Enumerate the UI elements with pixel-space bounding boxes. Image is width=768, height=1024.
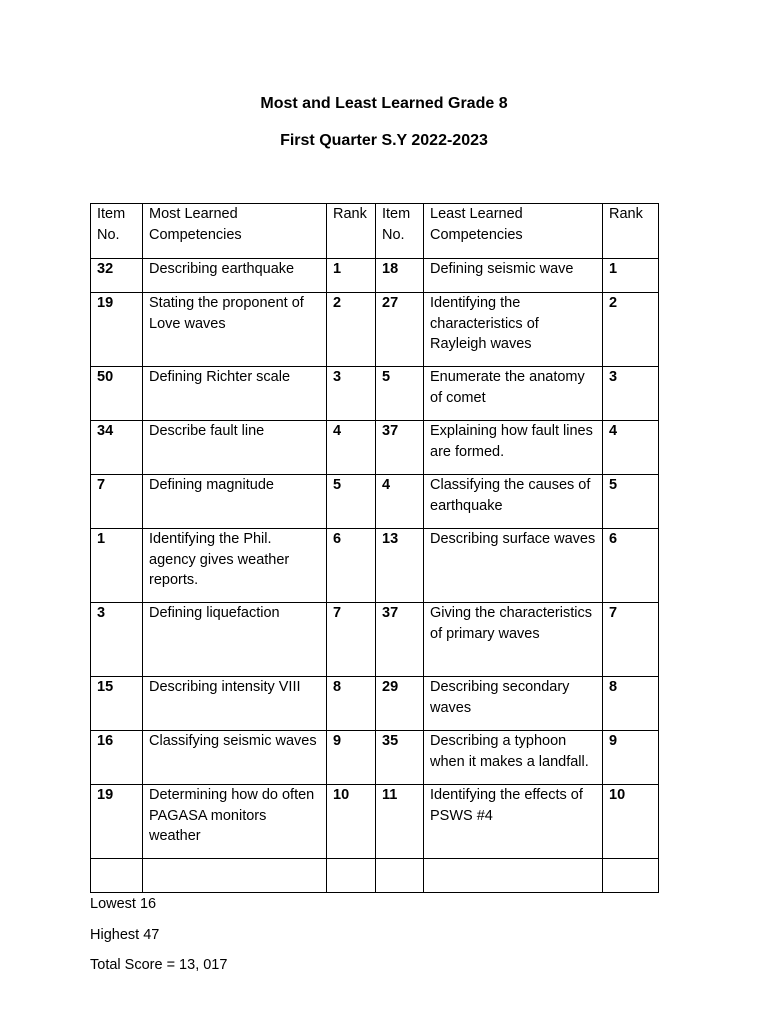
most-rank: 5 bbox=[327, 475, 376, 529]
header-least-learned: Least Learned Competencies bbox=[424, 204, 603, 259]
most-item-no: 19 bbox=[91, 785, 143, 859]
table-row bbox=[91, 677, 659, 731]
document-subtitle: First Quarter S.Y 2022-2023 bbox=[280, 132, 488, 149]
empty-cell bbox=[91, 859, 143, 893]
least-competency: Classifying the causes of earthquake bbox=[424, 475, 603, 529]
table-row bbox=[91, 603, 659, 677]
least-item-no: 5 bbox=[376, 367, 424, 421]
least-competency: Giving the characteristics of primary waves bbox=[424, 603, 603, 677]
least-competency: Describing a typhoon when it makes a landfall. bbox=[424, 731, 603, 785]
most-item-no: 34 bbox=[91, 421, 143, 475]
least-rank: 4 bbox=[603, 421, 659, 475]
least-rank: 1 bbox=[603, 259, 659, 293]
most-item-no: 19 bbox=[91, 293, 143, 367]
most-rank: 4 bbox=[327, 421, 376, 475]
least-rank: 2 bbox=[603, 293, 659, 367]
table-row bbox=[91, 293, 659, 367]
lowest-score: Lowest 16 bbox=[90, 896, 157, 912]
table-row bbox=[91, 475, 659, 529]
least-rank: 8 bbox=[603, 677, 659, 731]
most-item-no: 15 bbox=[91, 677, 143, 731]
empty-row bbox=[91, 859, 659, 893]
most-rank: 8 bbox=[327, 677, 376, 731]
table-header-row bbox=[91, 204, 659, 259]
least-item-no: 29 bbox=[376, 677, 424, 731]
most-item-no: 3 bbox=[91, 603, 143, 677]
most-competency: Defining magnitude bbox=[143, 475, 327, 529]
empty-cell bbox=[376, 859, 424, 893]
most-rank: 7 bbox=[327, 603, 376, 677]
table-row bbox=[91, 367, 659, 421]
least-item-no: 11 bbox=[376, 785, 424, 859]
most-competency: Stating the proponent of Love waves bbox=[143, 293, 327, 367]
most-competency: Determining how do often PAGASA monitors weather bbox=[143, 785, 327, 859]
least-item-no: 18 bbox=[376, 259, 424, 293]
header-item-no: Item No. bbox=[376, 204, 424, 259]
least-item-no: 27 bbox=[376, 293, 424, 367]
most-rank: 3 bbox=[327, 367, 376, 421]
least-item-no: 37 bbox=[376, 421, 424, 475]
header-item-no: Item No. bbox=[91, 204, 143, 259]
least-competency: Describing surface waves bbox=[424, 529, 603, 603]
most-item-no: 50 bbox=[91, 367, 143, 421]
most-competency: Describing intensity VIII bbox=[143, 677, 327, 731]
empty-cell bbox=[327, 859, 376, 893]
least-item-no: 13 bbox=[376, 529, 424, 603]
most-rank: 2 bbox=[327, 293, 376, 367]
highest-score: Highest 47 bbox=[90, 927, 160, 943]
least-rank: 5 bbox=[603, 475, 659, 529]
least-rank: 7 bbox=[603, 603, 659, 677]
most-competency: Defining Richter scale bbox=[143, 367, 327, 421]
most-competency: Identifying the Phil. agency gives weather reports. bbox=[143, 529, 327, 603]
most-competency: Defining liquefaction bbox=[143, 603, 327, 677]
table-row bbox=[91, 259, 659, 293]
least-rank: 10 bbox=[603, 785, 659, 859]
most-item-no: 7 bbox=[91, 475, 143, 529]
header-rank: Rank bbox=[327, 204, 376, 259]
most-item-no: 16 bbox=[91, 731, 143, 785]
most-rank: 1 bbox=[327, 259, 376, 293]
most-competency: Describing earthquake bbox=[143, 259, 327, 293]
least-competency: Identifying the effects of PSWS #4 bbox=[424, 785, 603, 859]
header-rank: Rank bbox=[603, 204, 659, 259]
total-score: Total Score = 13, 017 bbox=[90, 957, 228, 973]
most-item-no: 1 bbox=[91, 529, 143, 603]
table-row bbox=[91, 785, 659, 859]
least-rank: 9 bbox=[603, 731, 659, 785]
empty-cell bbox=[143, 859, 327, 893]
empty-cell bbox=[603, 859, 659, 893]
table-row bbox=[91, 529, 659, 603]
least-competency: Describing secondary waves bbox=[424, 677, 603, 731]
most-competency: Classifying seismic waves bbox=[143, 731, 327, 785]
least-rank: 3 bbox=[603, 367, 659, 421]
most-competency: Describe fault line bbox=[143, 421, 327, 475]
least-item-no: 35 bbox=[376, 731, 424, 785]
table-row bbox=[91, 731, 659, 785]
document-title: Most and Least Learned Grade 8 bbox=[260, 95, 508, 112]
least-rank: 6 bbox=[603, 529, 659, 603]
least-item-no: 37 bbox=[376, 603, 424, 677]
table-row bbox=[91, 421, 659, 475]
least-item-no: 4 bbox=[376, 475, 424, 529]
least-competency: Enumerate the anatomy of comet bbox=[424, 367, 603, 421]
most-item-no: 32 bbox=[91, 259, 143, 293]
most-rank: 6 bbox=[327, 529, 376, 603]
empty-cell bbox=[424, 859, 603, 893]
least-competency: Defining seismic wave bbox=[424, 259, 603, 293]
header-most-learned: Most Learned Competencies bbox=[143, 204, 327, 259]
least-competency: Explaining how fault lines are formed. bbox=[424, 421, 603, 475]
most-rank: 10 bbox=[327, 785, 376, 859]
competencies-table bbox=[90, 203, 659, 893]
least-competency: Identifying the characteristics of Rayleigh waves bbox=[424, 293, 603, 367]
most-rank: 9 bbox=[327, 731, 376, 785]
